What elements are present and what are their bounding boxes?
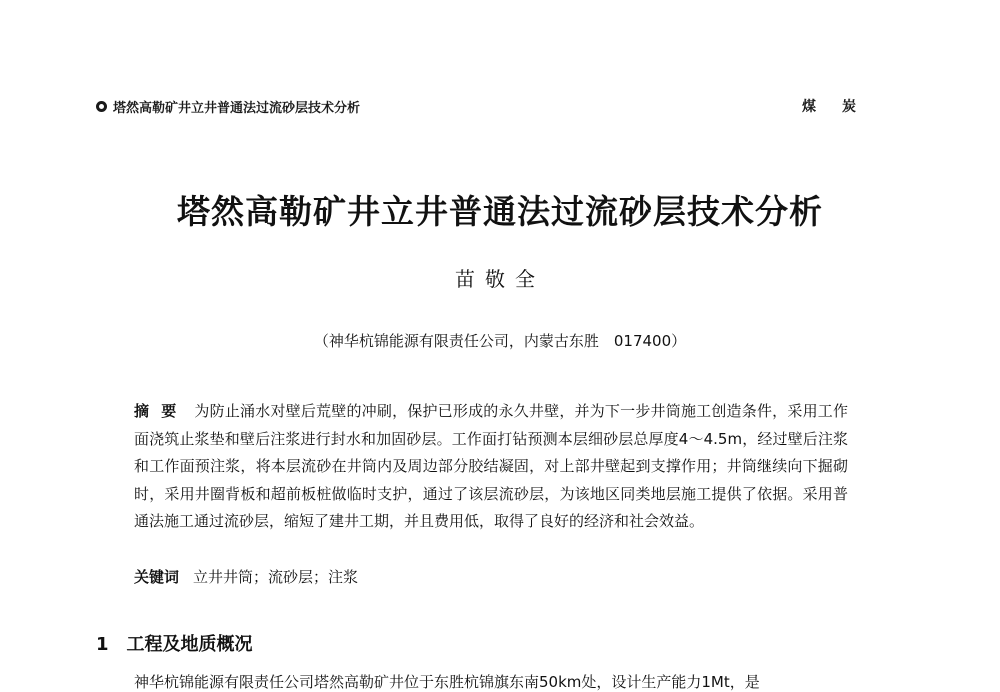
section-title: 工程及地质概况 [126, 634, 253, 655]
section-heading [96, 630, 253, 656]
affiliation: （神华杭锦能源有限责任公司，内蒙古东胜 017400） [313, 332, 687, 350]
abstract-label: 摘要 [134, 402, 189, 420]
abstract [134, 398, 848, 536]
journal-name: 煤炭 [802, 99, 882, 115]
abstract-text: 为防止涌水对壁后荒壁的冲刷，保护已形成的永久井壁，并为下一步井筒施工创造条件，采用工作面浇筑止浆垫和壁后注浆进行封水和加固砂层。工作面打钻预测本层细砂层总厚度4～4.5m，经过壁后注浆和工作面预注浆，将本层流砂在井筒内及周边部分胶结凝固，对上部井壁起到支撑作用；井筒继续向下掘砌时，采用井圈背板和超前板桩做临时支护，通过了该层流砂层，为该地区同类地层施工提供了依据。采用普通法施工通过流砂层，缩短了建井工期，并且费用低，取得了良好的经济和社会效益。 [134, 402, 848, 531]
running-head-left [96, 97, 360, 116]
keywords-label: 关键词 [134, 568, 180, 586]
bullet-icon [96, 101, 107, 112]
body-text: 神华杭锦能源有限责任公司塔然高勒矿井位于东胜杭锦旗东南50km处，设计生产能力1Mt，是 [134, 673, 760, 691]
keywords [134, 566, 848, 587]
section-number: 1 [96, 634, 109, 655]
running-head [96, 96, 882, 116]
keywords-text: 立井井筒；流砂层；注浆 [193, 568, 359, 586]
author: 苗敬全 [455, 267, 545, 291]
paper-title: 塔然高勒矿井立井普通法过流砂层技术分析 [177, 192, 823, 231]
running-head-title: 塔然高勒矿井立井普通法过流砂层技术分析 [113, 100, 361, 116]
